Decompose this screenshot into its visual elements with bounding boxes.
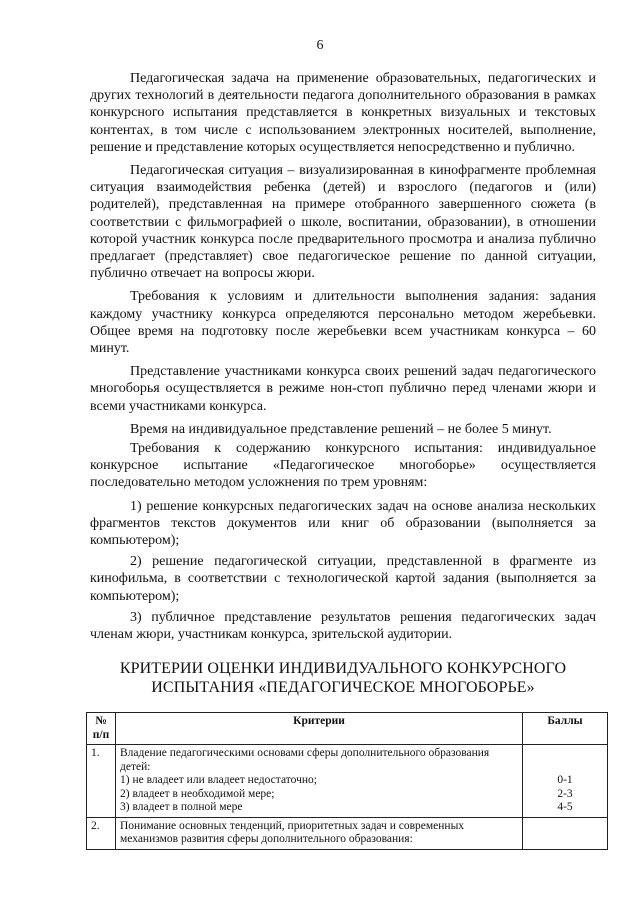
criterion-text: Владение педагогическими основами сферы дополнительного образования детей: xyxy=(120,747,490,773)
header-criteria: Критерии xyxy=(116,713,523,745)
header-score: Баллы xyxy=(523,713,608,745)
body-text xyxy=(90,70,596,647)
table-row xyxy=(87,745,608,818)
criterion-level: 2) владеет в необходимой мере; xyxy=(120,787,275,800)
list-item-level-3: 3) публичное представление результатов решения педагогических задач членам жюри, участникам конкурса, зрительской аудитории. xyxy=(90,609,596,643)
paragraph-pedagogical-situation: Педагогическая ситуация – визуализированная в кинофрагменте проблемная ситуация взаимодействия ребенка (детей) и взрослого (педагогов и (или) родителей), представленная на примере отобранного завершенного сюжета (в соответствии с фильмографией о школе, воспитании, образовании), в отношении которой участник конкурса после предварительного просмотра и анализа публично предлагает (представляет) свое педагогическое решение по данной ситуации, публично отвечает на вопросы жюри. xyxy=(90,163,596,282)
criteria-heading-line-1: КРИТЕРИИ ОЦЕНКИ ИНДИВИДУАЛЬНОГО КОНКУРСНОГО xyxy=(119,660,567,677)
score-spacer xyxy=(527,747,603,774)
criteria-heading-line-2: ИСПЫТАНИЯ «ПЕДАГОГИЧЕСКОЕ МНОГОБОРЬЕ» xyxy=(151,679,535,696)
paragraph-pedagogical-task: Педагогическая задача на применение образовательных, педагогических и других технологий в деятельности педагога дополнительного образования в рамках конкурсного испытания представляется в конкретных визуальных и текстовых контентах, в том числе с использованием электронных носителей, выполнение, решение и представление которых осуществляется непосредственно и публично. xyxy=(90,71,596,155)
score-value: 0-1 xyxy=(557,774,573,786)
row-score xyxy=(523,745,608,818)
criteria-heading xyxy=(90,659,596,697)
score-value: 4-5 xyxy=(557,801,573,813)
page-number: 6 xyxy=(316,38,324,53)
table-row xyxy=(87,817,608,849)
criterion-level: 1) не владеет или владеет недостаточно; xyxy=(120,774,317,786)
score-value: 2-3 xyxy=(557,787,573,800)
row-score xyxy=(523,817,608,849)
paragraph-conditions: Требования к условиям и длительности выполнения задания: задания каждому участнику конкурса определяются персонально методом жеребьевки. Общее время на подготовку после жеребьевки всем участникам конкурса – 60 минут. xyxy=(90,289,596,357)
list-item-level-1: 1) решение конкурсных педагогических задач на основе анализа нескольких фрагментов текстов документов или книг об образовании (выполняется за компьютером); xyxy=(90,498,596,549)
header-number xyxy=(87,713,116,745)
table-header-row xyxy=(87,713,608,745)
header-number-line-2: п/п xyxy=(92,728,110,741)
paragraph-time-limit: Время на индивидуальное представление решений – не более 5 минут. xyxy=(130,421,552,437)
row-number: 1. xyxy=(87,745,116,818)
row-criterion xyxy=(116,745,523,818)
list-item-level-2: 2) решение педагогической ситуации, представленной в фрагменте из кинофильма, в соответствии с технологической картой задания (выполняется за компьютером); xyxy=(90,554,596,604)
paragraph-content-requirements: Требования к содержанию конкурсного испытания: индивидуальное конкурсное испытание «Педагогическое многоборье» осуществляется последовательно методом усложнения по трем уровням: xyxy=(90,441,596,491)
row-criterion: Понимание основных тенденций, приоритетных задач и современных механизмов развития сферы дополнительного образования: xyxy=(116,817,523,849)
paragraph-presentation: Представление участниками конкурса своих решений задач педагогического многоборья осуществляется в режиме нон-стоп публично перед членами жюри и всеми участниками конкурса. xyxy=(90,364,596,414)
criteria-table xyxy=(86,712,608,850)
row-number: 2. xyxy=(87,817,116,849)
header-number-line-1: № xyxy=(95,715,107,727)
criterion-level: 3) владеет в полной мере xyxy=(120,801,243,813)
